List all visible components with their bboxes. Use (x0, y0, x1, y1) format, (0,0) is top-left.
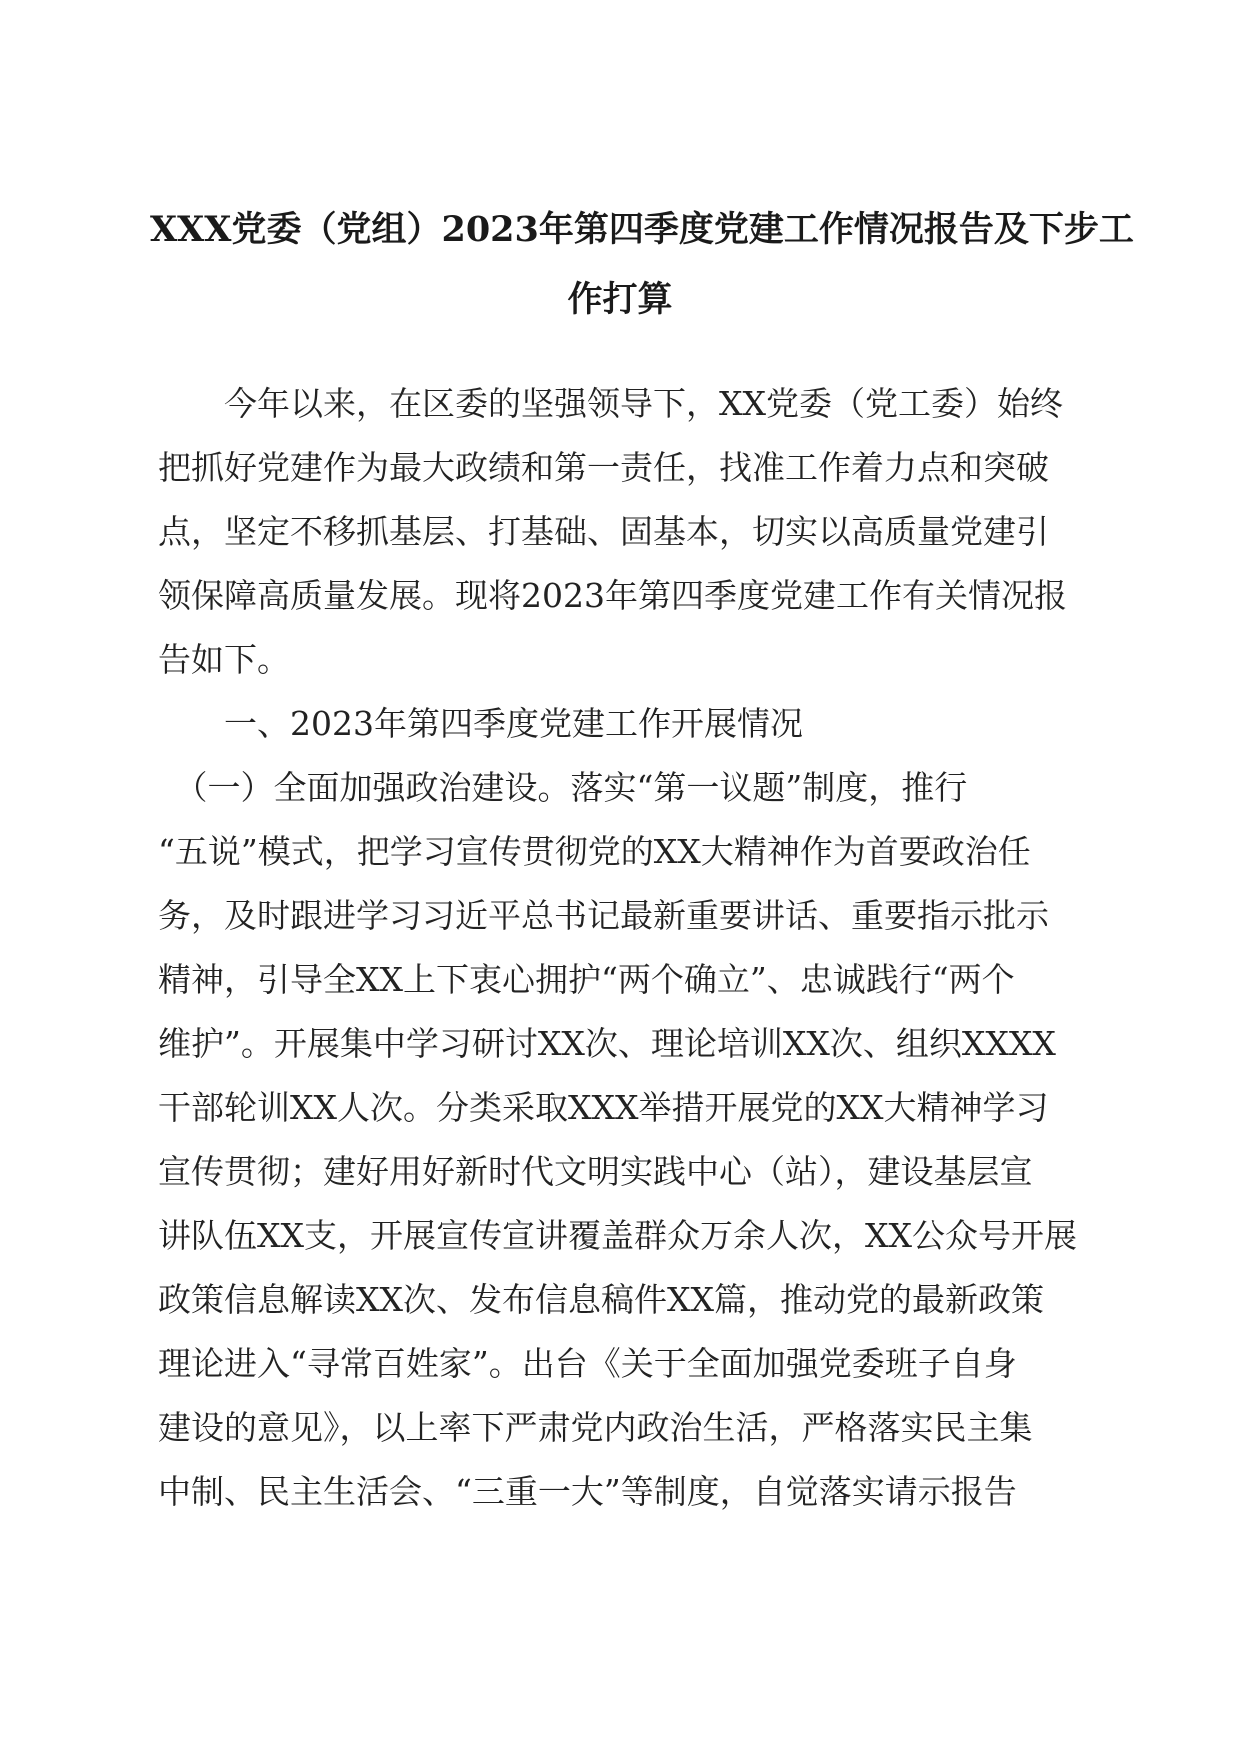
body-line: 今年以来，在区委的坚强领导下，XX党委（党工委）始终 (158, 384, 1063, 423)
body-line: 领保障高质量发展。现将2023年第四季度党建工作有关情况报 (158, 576, 1067, 615)
body-line: 干部轮训XX人次。分类采取XXX举措开展党的XX大精神学习 (158, 1088, 1049, 1127)
body-line: 维护”。开展集中学习研讨XX次、理论培训XX次、组织XXXX (158, 1024, 1056, 1063)
title-line-2: 作打算 (567, 279, 673, 320)
body-line: 讲队伍XX支，开展宣传宣讲覆盖群众万余人次，XX公众号开展 (158, 1216, 1077, 1255)
body-line: 建设的意见》，以上率下严肃党内政治生活，严格落实民主集 (158, 1408, 1033, 1447)
document-body (158, 372, 1098, 1524)
body-line: 政策信息解读XX次、发布信息稿件XX篇，推动党的最新政策 (158, 1280, 1044, 1319)
document-title (150, 195, 1134, 335)
title-line-1: XXX党委（党组）2023年第四季度党建工作情况报告及下步工 (150, 209, 1134, 250)
body-line: “五说”模式，把学习宣传贯彻党的XX大精神作为首要政治任 (158, 832, 1031, 871)
body-line: 理论进入“寻常百姓家”。出台《关于全面加强党委班子自身 (158, 1344, 1017, 1383)
body-line: 中制、民主生活会、“三重一大”等制度，自觉落实请示报告 (158, 1472, 1017, 1511)
body-line: 告如下。 (158, 640, 290, 679)
body-line: 务，及时跟进学习习近平总书记最新重要讲话、重要指示批示 (158, 896, 1049, 935)
subsection-line: （一）全面加强政治建设。落实“第一议题”制度，推行 (158, 768, 968, 807)
body-line: 把抓好党建作为最大政绩和第一责任，找准工作着力点和突破 (158, 448, 1049, 487)
body-line: 宣传贯彻；建好用好新时代文明实践中心（站），建设基层宣 (158, 1152, 1033, 1191)
body-line: 精神，引导全XX上下衷心拥护“两个确立”、忠诚践行“两个 (158, 960, 1015, 999)
body-line: 点，坚定不移抓基层、打基础、固基本，切实以高质量党建引 (158, 512, 1049, 551)
section-heading: 一、2023年第四季度党建工作开展情况 (158, 704, 803, 743)
